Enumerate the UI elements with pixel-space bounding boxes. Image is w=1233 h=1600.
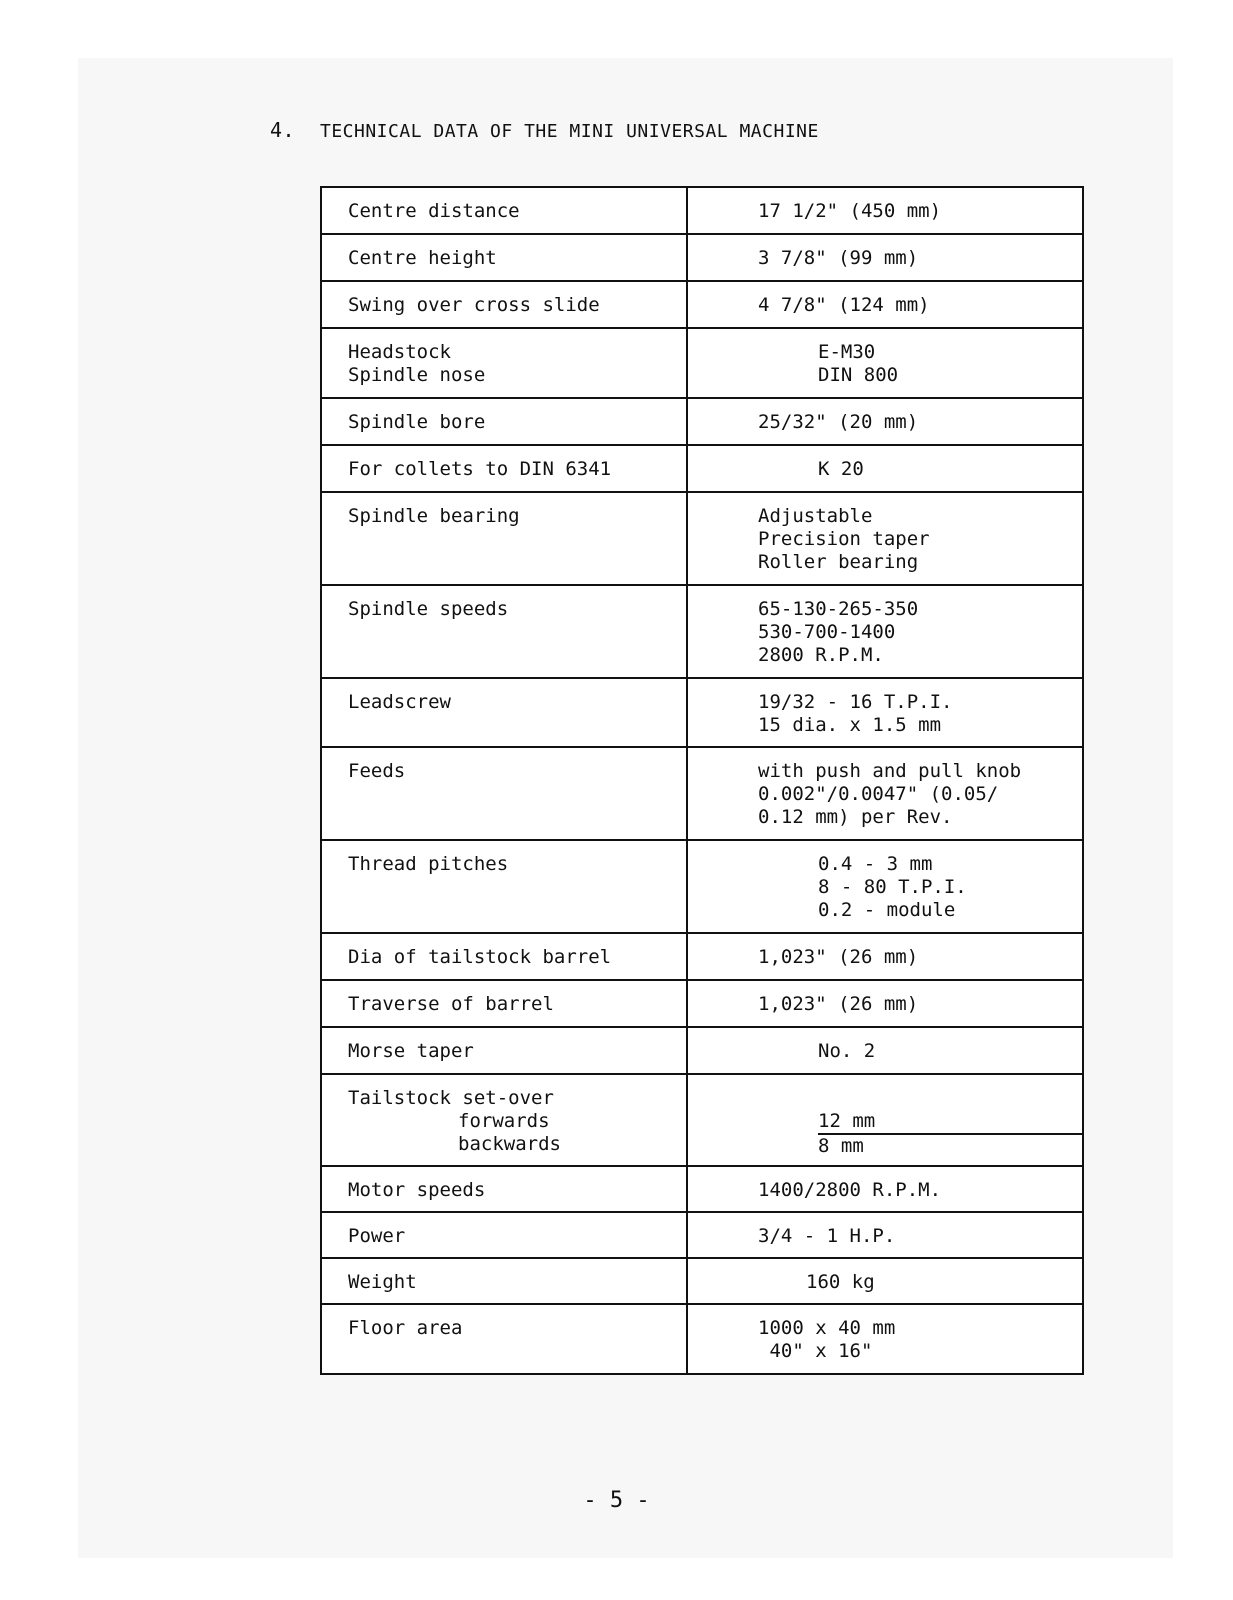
cell-text-line: 19/32 - 16 T.P.I. (758, 691, 953, 713)
row-value (687, 1074, 1083, 1166)
cell-content (348, 493, 686, 528)
cell-text-line: Spindle bore (348, 411, 486, 433)
cell-text-line: 3/4 - 1 H.P. (758, 1225, 896, 1247)
row-label (321, 1027, 687, 1074)
row-value (687, 678, 1083, 747)
cell-content (348, 446, 686, 481)
cell-content (348, 1028, 686, 1063)
cell-text-line: 0.4 - 3 mm (818, 853, 933, 875)
cell-text-line: Motor speeds (348, 1179, 486, 1201)
cell-text-line: Centre height (348, 247, 497, 269)
section-number: 4. (270, 118, 296, 142)
cell-content (348, 981, 686, 1016)
cell-content (348, 399, 686, 434)
cell-content (758, 981, 1082, 1016)
table-row (321, 328, 1083, 398)
table-row (321, 1258, 1083, 1304)
row-value (687, 187, 1083, 234)
cell-content (348, 841, 686, 876)
row-value (687, 492, 1083, 585)
cell-content (758, 1305, 1082, 1363)
table-row (321, 398, 1083, 445)
row-label (321, 398, 687, 445)
cell-text-line: Morse taper (348, 1040, 474, 1062)
cell-content (758, 679, 1082, 737)
row-label (321, 840, 687, 933)
table-row (321, 1027, 1083, 1074)
row-label (321, 1258, 687, 1304)
cell-content (348, 1259, 686, 1294)
cell-text-line: 40" x 16" (758, 1340, 873, 1362)
table-row (321, 585, 1083, 678)
cell-content (348, 235, 686, 270)
row-label (321, 492, 687, 585)
cell-content (348, 1075, 686, 1156)
table-row (321, 747, 1083, 840)
row-value (687, 445, 1083, 492)
table-row (321, 1166, 1083, 1212)
row-label (321, 445, 687, 492)
cell-text-line: DIN 800 (818, 364, 899, 386)
section-heading (270, 118, 819, 142)
cell-text-line: 0.2 - module (818, 899, 956, 921)
table-row (321, 1212, 1083, 1258)
row-label (321, 234, 687, 281)
cell-content (348, 329, 686, 387)
row-value (687, 933, 1083, 980)
cell-text-line: No. 2 (818, 1040, 876, 1062)
cell-text-line: backwards (458, 1133, 561, 1155)
table-row (321, 1074, 1083, 1166)
row-value (687, 840, 1083, 933)
table-row (321, 492, 1083, 585)
row-value (687, 328, 1083, 398)
cell-content (348, 1305, 686, 1340)
row-label (321, 585, 687, 678)
row-value (687, 234, 1083, 281)
row-label (321, 1074, 687, 1166)
cell-text-line: Spindle speeds (348, 598, 509, 620)
cell-content (758, 1167, 1082, 1202)
cell-text-line: 25/32" (20 mm) (758, 411, 919, 433)
cell-content (806, 1259, 1082, 1294)
cell-content (758, 188, 1082, 223)
row-value (687, 1258, 1083, 1304)
cell-content (348, 679, 686, 714)
table-row (321, 445, 1083, 492)
table-row (321, 187, 1083, 234)
cell-text-line: Spindle nose (348, 364, 486, 386)
cell-content (348, 1213, 686, 1248)
section-title: TECHNICAL DATA OF THE MINI UNIVERSAL MACHINE (320, 121, 819, 142)
cell-text-line: Thread pitches (348, 853, 509, 875)
cell-text-line: with push and pull knob (758, 760, 1022, 782)
cell-text-line: Leadscrew (348, 691, 451, 713)
cell-content (348, 586, 686, 621)
cell-text-line: E-M30 (818, 341, 876, 363)
cell-text-line: Adjustable (758, 505, 873, 527)
cell-text-line: Roller bearing (758, 551, 919, 573)
cell-text-line: Weight (348, 1271, 417, 1293)
row-label (321, 1166, 687, 1212)
cell-text-line: 1,023" (26 mm) (758, 946, 919, 968)
cell-text-line: 65-130-265-350 (758, 598, 919, 620)
cell-text-line: 17 1/2" (450 mm) (758, 200, 942, 222)
row-value (687, 980, 1083, 1027)
row-value (687, 281, 1083, 328)
cell-text-line: 160 kg (806, 1271, 875, 1293)
cell-content (348, 748, 686, 783)
row-value (687, 1027, 1083, 1074)
cell-text-line: Dia of tailstock barrel (348, 946, 612, 968)
row-label (321, 1304, 687, 1374)
cell-text-line: For collets to DIN 6341 (348, 458, 612, 480)
row-value (687, 585, 1083, 678)
cell-text-line: 1400/2800 R.P.M. (758, 1179, 942, 1201)
cell-text-line: Headstock (348, 341, 451, 363)
cell-text-line: 15 dia. x 1.5 mm (758, 714, 942, 736)
row-label (321, 1212, 687, 1258)
row-label (321, 187, 687, 234)
row-value (687, 1304, 1083, 1374)
table-row (321, 980, 1083, 1027)
cell-text-line: Traverse of barrel (348, 993, 554, 1015)
row-label (321, 980, 687, 1027)
row-value (687, 398, 1083, 445)
cell-content (758, 399, 1082, 434)
cell-text-line: Floor area (348, 1317, 463, 1339)
cell-text-line: 530-700-1400 (758, 621, 896, 643)
cell-text-line: Swing over cross slide (348, 294, 600, 316)
row-value (687, 1166, 1083, 1212)
cell-content (758, 282, 1082, 317)
technical-data-table (320, 186, 1084, 1375)
cell-text-line: 8 - 80 T.P.I. (818, 876, 967, 898)
cell-text-line: 0.12 mm) per Rev. (758, 806, 953, 828)
cell-content (758, 586, 1082, 667)
row-label (321, 328, 687, 398)
row-value (687, 1212, 1083, 1258)
cell-text-line: forwards (458, 1110, 550, 1132)
row-label (321, 678, 687, 747)
cell-text-line: Precision taper (758, 528, 930, 550)
table-row (321, 1304, 1083, 1374)
cell-text-line: Feeds (348, 760, 406, 782)
cell-content (348, 188, 686, 223)
row-label (321, 933, 687, 980)
cell-content (348, 1167, 686, 1202)
cell-text-line: K 20 (818, 458, 864, 480)
cell-content (818, 329, 1082, 387)
cell-content (758, 748, 1082, 829)
cell-text-line: 12 mm (818, 1110, 876, 1132)
cell-text-line: 4 7/8" (124 mm) (758, 294, 930, 316)
table-row (321, 933, 1083, 980)
cell-text-line: 8 mm (818, 1133, 1082, 1158)
cell-content (818, 446, 1082, 481)
cell-text-line: Centre distance (348, 200, 520, 222)
cell-text-line: 0.002"/0.0047" (0.05/ (758, 783, 999, 805)
cell-content (758, 493, 1082, 574)
table-row (321, 678, 1083, 747)
cell-content (818, 841, 1082, 922)
table-row (321, 234, 1083, 281)
cell-text-line: 2800 R.P.M. (758, 644, 884, 666)
cell-content (758, 1213, 1082, 1248)
cell-content (348, 934, 686, 969)
cell-text-line: Spindle bearing (348, 505, 520, 527)
cell-content (818, 1028, 1082, 1063)
cell-content (818, 1075, 1082, 1158)
table-row (321, 281, 1083, 328)
cell-text-line: Tailstock set-over (348, 1087, 554, 1109)
row-value (687, 747, 1083, 840)
cell-text-line: 1,023" (26 mm) (758, 993, 919, 1015)
cell-text-line: 3 7/8" (99 mm) (758, 247, 919, 269)
cell-content (348, 282, 686, 317)
row-label (321, 281, 687, 328)
cell-content (758, 235, 1082, 270)
cell-content (758, 934, 1082, 969)
page-number: - 5 - (583, 1488, 650, 1513)
cell-text-line: 1000 x 40 mm (758, 1317, 896, 1339)
row-label (321, 747, 687, 840)
table-row (321, 840, 1083, 933)
cell-text-line: Power (348, 1225, 406, 1247)
